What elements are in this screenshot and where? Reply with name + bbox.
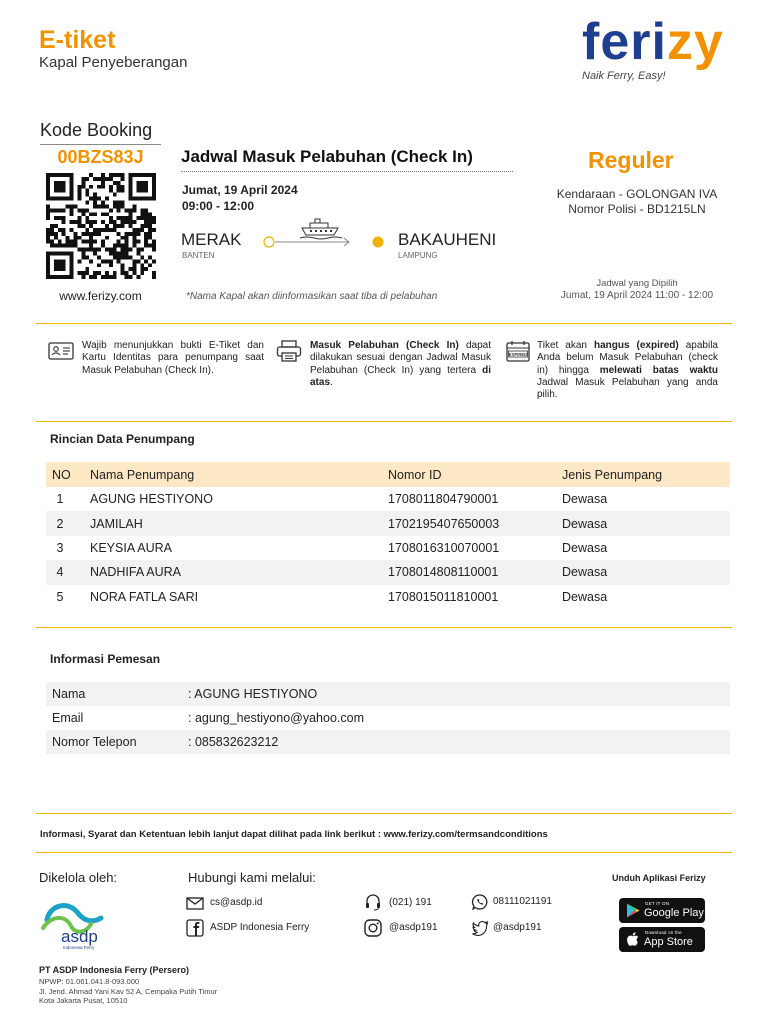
- table-header-row: [46, 462, 730, 487]
- cell-no: 5: [56, 589, 64, 604]
- cell-no: 2: [46, 511, 84, 535]
- managed-by-label: Dikelola oleh:: [39, 870, 118, 885]
- divider: [36, 421, 732, 422]
- asdp-logo: [41, 898, 123, 950]
- google-play-button[interactable]: [619, 898, 705, 923]
- expired-calendar-icon: [505, 340, 531, 362]
- expired-badge: EXPIRED: [508, 351, 528, 357]
- tagline: Naik Ferry, Easy!: [582, 70, 666, 82]
- cell-type: Dewasa: [562, 492, 608, 507]
- info-text: dapat dilakukan sesuai dengan Jadwal Masuk Pelabuhan (Check In) yang tertera: [310, 340, 491, 376]
- company-name: PT ASDP Indonesia Ferry (Persero): [39, 965, 190, 975]
- orderer-table: [46, 682, 730, 754]
- schedule-date: Jumat, 19 April 2024: [182, 183, 298, 197]
- table-row: [46, 511, 730, 535]
- asdp-logo-text: asdp: [61, 927, 98, 946]
- divider: [36, 627, 732, 628]
- booking-code: 00BZS83J: [57, 147, 144, 167]
- terms-text: Informasi, Syarat dan Ketentuan lebih lanjut dapat dilihat pada link berikut : www.ferizy.com/termsandconditions: [40, 829, 548, 840]
- printer-icon: [276, 340, 302, 362]
- chosen-schedule-value: Jumat, 19 April 2024 11:00 - 12:00: [560, 290, 714, 301]
- info-bold: hangus (expired): [593, 340, 679, 351]
- contact-title: Hubungi kami melalui:: [188, 870, 316, 885]
- cell-name: NORA FATLA SARI: [90, 589, 199, 604]
- app-download-label: Unduh Aplikasi Ferizy: [612, 873, 706, 883]
- destination-region: LAMPUNG: [398, 251, 438, 260]
- orderer-value: : AGUNG HESTIYONO: [182, 682, 730, 706]
- company-address-line2: Kota Jakarta Pusat, 10510: [39, 996, 128, 1005]
- facebook-icon: [186, 919, 204, 937]
- divider: [181, 171, 513, 172]
- ship-note: *Nama Kapal akan diinformasikan saat tiba di pelabuhan: [186, 291, 438, 302]
- contact-twitter[interactable]: @asdp191: [493, 922, 542, 933]
- booking-code-label: Kode Booking: [40, 120, 153, 140]
- ticket-title: E-tiket: [39, 26, 116, 54]
- cell-no: 4: [46, 560, 84, 584]
- ticket-subtitle: Kapal Penyeberangan: [39, 54, 188, 71]
- column-header: Nomor ID: [382, 462, 556, 487]
- cell-id: 1708016310070001: [388, 540, 500, 555]
- company-npwp: NPWP: 01.061.041.8-093.000: [39, 977, 140, 986]
- company-address-line1: Jl. Jend. Ahmad Yani Kav 52 A, Cempaka Putih Timur: [39, 987, 218, 996]
- divider: [36, 813, 732, 814]
- passenger-table: [46, 462, 730, 609]
- whatsapp-icon: [471, 893, 489, 911]
- ship-route-icon: [262, 218, 386, 254]
- contact-instagram[interactable]: @asdp191: [389, 922, 438, 933]
- column-header: Jenis Penumpang: [556, 462, 730, 487]
- table-row: [46, 487, 730, 511]
- app-store-label: App Store: [644, 936, 693, 948]
- logo-part-1: feri: [582, 13, 667, 71]
- orderer-key: Nomor Telepon: [46, 730, 182, 754]
- info-text: .: [330, 376, 333, 388]
- contact-phone[interactable]: (021) 191: [389, 897, 432, 908]
- table-row: [46, 730, 730, 754]
- contact-email[interactable]: cs@asdp.id: [210, 897, 263, 908]
- schedule-time: 09:00 - 12:00: [182, 199, 255, 213]
- chosen-schedule-label: Jadwal yang Dipilih: [596, 278, 678, 289]
- cell-type: Dewasa: [556, 511, 730, 535]
- schedule-title: Jadwal Masuk Pelabuhan (Check In): [181, 147, 473, 166]
- mail-icon: [186, 894, 204, 912]
- id-card-icon: [48, 340, 74, 362]
- google-play-small: GET IT ON: [645, 901, 670, 906]
- destination-port: BAKAUHENI: [398, 230, 497, 249]
- cell-id: 1702195407650003: [382, 511, 556, 535]
- table-row: [46, 682, 730, 706]
- twitter-icon: [471, 919, 489, 937]
- website-link[interactable]: www.ferizy.com: [59, 289, 142, 303]
- cell-name: AGUNG HESTIYONO: [90, 492, 213, 507]
- divider: [36, 852, 732, 853]
- info-text: Tiket akan: [537, 340, 594, 351]
- table-row: [46, 536, 730, 560]
- logo-part-2: zy: [666, 13, 724, 71]
- contact-whatsapp[interactable]: 08111021191: [493, 896, 552, 907]
- instagram-icon: [364, 919, 382, 937]
- info-text: Jadwal Masuk Pelabuhan yang anda pilih.: [537, 376, 718, 401]
- divider: [36, 323, 732, 324]
- orderer-value: : agung_hestiyono@yahoo.com: [188, 711, 365, 725]
- orderer-value: : 085832623212: [182, 730, 730, 754]
- info-block-expired: [537, 340, 718, 401]
- google-play-icon: [626, 903, 640, 918]
- column-header: Nama Penumpang: [84, 462, 382, 487]
- cell-type: Dewasa: [562, 589, 608, 604]
- info-bold: di atas: [310, 364, 491, 388]
- cell-no: 3: [56, 540, 64, 555]
- info-bold: melewati batas waktu: [599, 364, 718, 376]
- vehicle-type: Kendaraan - GOLONGAN IVA: [556, 187, 718, 201]
- origin-region: BANTEN: [182, 251, 215, 260]
- service-class: Reguler: [588, 147, 674, 173]
- asdp-logo-sub: Indonesia Ferry: [63, 945, 95, 950]
- app-store-button[interactable]: [619, 927, 705, 952]
- cell-type: Dewasa: [562, 540, 608, 555]
- info-block-checkin: [310, 340, 491, 389]
- cell-id: 1708015011810001: [388, 589, 499, 604]
- divider: [40, 144, 161, 145]
- cell-id: 1708014808110001: [382, 560, 556, 584]
- info-bold: Masuk Pelabuhan (Check In): [310, 340, 459, 351]
- qr-code-icon: [45, 173, 157, 279]
- orderer-section-title: Informasi Pemesan: [50, 652, 161, 666]
- info-text: apabila Anda belum Masuk Pelabuhan (check in) hingga: [537, 340, 718, 376]
- apple-icon: [626, 932, 639, 947]
- origin-port: MERAK: [181, 230, 242, 249]
- column-header: NO: [46, 462, 84, 487]
- cell-name: KEYSIA AURA: [90, 540, 172, 555]
- orderer-key: Email: [52, 711, 84, 725]
- cell-name: NADHIFA AURA: [84, 560, 382, 584]
- cell-id: 1708011804790001: [388, 492, 499, 507]
- google-play-label: Google Play: [644, 907, 704, 919]
- contact-facebook[interactable]: ASDP Indonesia Ferry: [210, 922, 310, 933]
- table-row: [46, 706, 730, 730]
- cell-type: Dewasa: [556, 560, 730, 584]
- info-block-id: Wajib menunjukkan bukti E-Tiket dan Kartu Identitas para penumpang saat Masuk Pelabuhan (Check In).: [82, 340, 264, 376]
- app-store-small: Download on the: [645, 930, 682, 935]
- ferizy-logo: [582, 12, 724, 72]
- table-row: [46, 560, 730, 584]
- orderer-key: Nama: [46, 682, 182, 706]
- table-row: [46, 585, 730, 609]
- vehicle-plate: Nomor Polisi - BD1215LN: [568, 202, 706, 216]
- passenger-section-title: Rincian Data Penumpang: [50, 432, 195, 446]
- headset-icon: [364, 893, 382, 911]
- cell-name: JAMILAH: [84, 511, 382, 535]
- cell-no: 1: [56, 492, 64, 507]
